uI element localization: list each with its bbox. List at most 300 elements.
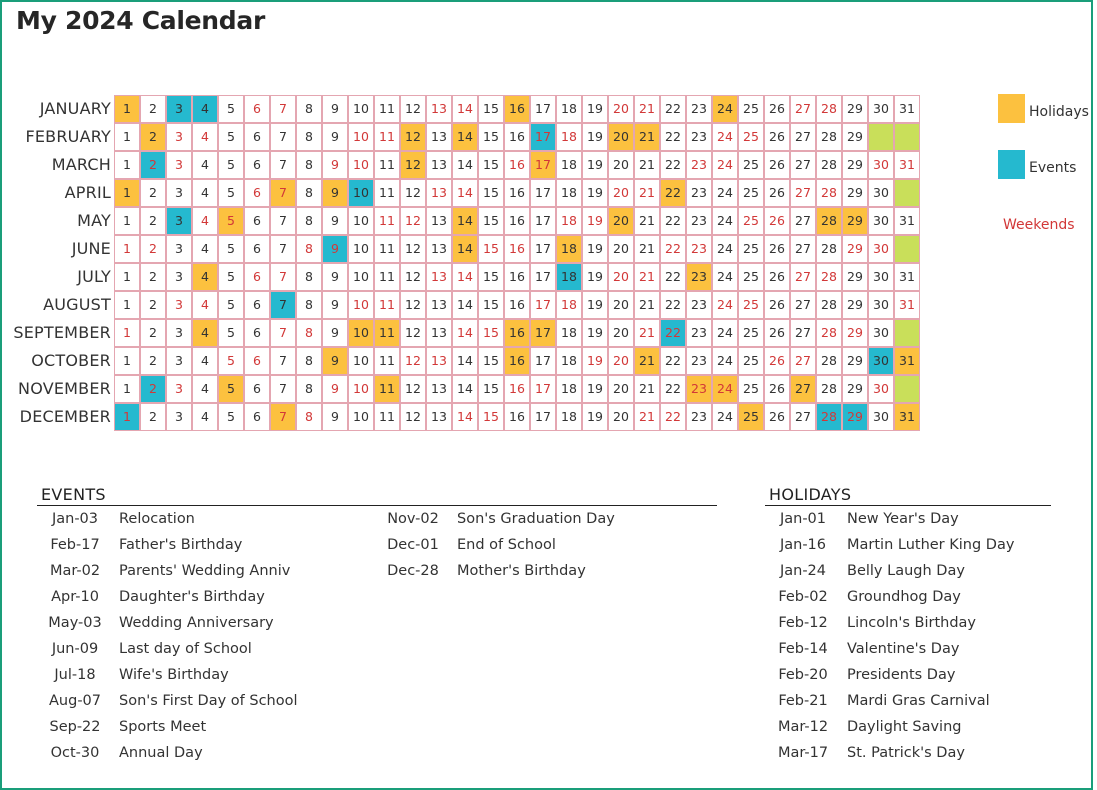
- month-name: DECEMBER: [19, 407, 111, 426]
- day-cell: 15: [478, 151, 504, 179]
- day-cell: 29: [842, 291, 868, 319]
- day-cell: 19: [582, 375, 608, 403]
- day-cell: 3: [166, 207, 192, 235]
- day-cell: 9: [322, 123, 348, 151]
- day-cell: 17: [530, 179, 556, 207]
- day-cell: 1: [114, 151, 140, 179]
- day-cell: 13: [426, 151, 452, 179]
- day-cell: 22: [660, 207, 686, 235]
- month-name: APRIL: [64, 183, 111, 202]
- day-cell: 9: [322, 347, 348, 375]
- day-cell: 2: [140, 179, 166, 207]
- day-cell: 8: [296, 123, 322, 151]
- day-cell: 20: [608, 291, 634, 319]
- day-cell: 4: [192, 179, 218, 207]
- day-cell: 27: [790, 235, 816, 263]
- day-cell: 14: [452, 347, 478, 375]
- day-cell: 17: [530, 291, 556, 319]
- day-cell: 4: [192, 207, 218, 235]
- day-cell: 16: [504, 151, 530, 179]
- day-cell: 30: [868, 151, 894, 179]
- day-cell: 27: [790, 151, 816, 179]
- event-name: Relocation: [119, 511, 195, 527]
- day-cell: 15: [478, 263, 504, 291]
- day-cell: 29: [842, 207, 868, 235]
- day-cell: 3: [166, 123, 192, 151]
- day-cell: 20: [608, 123, 634, 151]
- day-cell: 5: [218, 179, 244, 207]
- day-cell: 28: [816, 95, 842, 123]
- day-cell: 10: [348, 95, 374, 123]
- day-cell: 26: [764, 263, 790, 291]
- day-cell: 16: [504, 123, 530, 151]
- day-cell: 26: [764, 207, 790, 235]
- day-cell: 20: [608, 235, 634, 263]
- month-name: NOVEMBER: [18, 379, 111, 398]
- day-cell: 12: [400, 95, 426, 123]
- day-cell: 29: [842, 403, 868, 431]
- day-cell: 15: [478, 403, 504, 431]
- day-cell: 6: [244, 263, 270, 291]
- day-cell: 21: [634, 375, 660, 403]
- day-cell: 1: [114, 291, 140, 319]
- day-cell: 25: [738, 207, 764, 235]
- event-date: Sep-22: [49, 719, 101, 735]
- day-cell: 21: [634, 319, 660, 347]
- day-cell: 6: [244, 123, 270, 151]
- day-cell: 22: [660, 123, 686, 151]
- day-cell: 30: [868, 291, 894, 319]
- day-cell: 16: [504, 403, 530, 431]
- day-cell: 29: [842, 179, 868, 207]
- day-cell: 29: [842, 347, 868, 375]
- day-cell: 22: [660, 319, 686, 347]
- day-cell: 8: [296, 319, 322, 347]
- day-cell: 8: [296, 207, 322, 235]
- day-cell: 22: [660, 235, 686, 263]
- day-cell: 29: [842, 375, 868, 403]
- day-cell: 7: [270, 95, 296, 123]
- day-cell: 8: [296, 375, 322, 403]
- day-cell: 30: [868, 319, 894, 347]
- event-name: Sports Meet: [119, 719, 207, 735]
- day-cell: 19: [582, 123, 608, 151]
- day-cell: 24: [712, 235, 738, 263]
- day-cell: 20: [608, 263, 634, 291]
- month-row: [4, 207, 924, 235]
- day-cell: 7: [270, 235, 296, 263]
- day-cell: 21: [634, 347, 660, 375]
- events-heading: [37, 483, 717, 506]
- day-cell: 23: [686, 403, 712, 431]
- holiday-date: Jan-24: [779, 563, 827, 579]
- event-date: Dec-01: [387, 537, 439, 553]
- day-cell: 9: [322, 375, 348, 403]
- day-cell: 11: [374, 347, 400, 375]
- day-cell: 18: [556, 263, 582, 291]
- events-heading-text: EVENTS: [41, 485, 106, 504]
- day-cell: 28: [816, 375, 842, 403]
- day-cell: 20: [608, 179, 634, 207]
- unused-day-cell: [894, 375, 920, 403]
- day-cell: 9: [322, 319, 348, 347]
- day-cell: 25: [738, 123, 764, 151]
- day-cell: 14: [452, 319, 478, 347]
- unused-day-cell: [894, 123, 920, 151]
- day-cell: 16: [504, 235, 530, 263]
- day-cell: 30: [868, 403, 894, 431]
- day-cell: 8: [296, 95, 322, 123]
- day-cell: 8: [296, 263, 322, 291]
- day-cell: 31: [894, 263, 920, 291]
- event-name: Daughter's Birthday: [119, 589, 265, 605]
- legend-events-label: Events: [1029, 160, 1077, 176]
- day-cell: 10: [348, 235, 374, 263]
- day-cell: 13: [426, 291, 452, 319]
- day-cell: 13: [426, 179, 452, 207]
- day-cell: 25: [738, 263, 764, 291]
- day-cell: 4: [192, 235, 218, 263]
- month-name: AUGUST: [43, 295, 111, 314]
- day-cell: 18: [556, 375, 582, 403]
- event-date: Mar-02: [49, 563, 101, 579]
- day-cell: 6: [244, 319, 270, 347]
- day-cell: 25: [738, 319, 764, 347]
- day-cell: 29: [842, 235, 868, 263]
- day-cell: 9: [322, 95, 348, 123]
- holiday-date: Jan-01: [779, 511, 827, 527]
- holiday-name: Lincoln's Birthday: [847, 615, 976, 631]
- event-name: Parents' Wedding Anniv: [119, 563, 291, 579]
- day-cell: 20: [608, 347, 634, 375]
- day-cell: 6: [244, 347, 270, 375]
- event-date: Dec-28: [387, 563, 439, 579]
- day-cell: 23: [686, 95, 712, 123]
- holidays-heading: [765, 483, 1051, 506]
- day-cell: 30: [868, 95, 894, 123]
- day-cell: 10: [348, 291, 374, 319]
- day-cell: 6: [244, 207, 270, 235]
- day-cell: 14: [452, 123, 478, 151]
- event-date: Apr-10: [51, 589, 99, 605]
- day-cell: 5: [218, 347, 244, 375]
- day-cell: 9: [322, 291, 348, 319]
- day-cell: 29: [842, 123, 868, 151]
- day-cell: 25: [738, 95, 764, 123]
- day-cell: 10: [348, 179, 374, 207]
- day-cell: 16: [504, 347, 530, 375]
- day-cell: 3: [166, 263, 192, 291]
- event-name: Wedding Anniversary: [119, 615, 274, 631]
- day-cell: 18: [556, 95, 582, 123]
- day-cell: 31: [894, 95, 920, 123]
- day-cell: 27: [790, 123, 816, 151]
- day-cell: 14: [452, 403, 478, 431]
- day-cell: 28: [816, 207, 842, 235]
- event-name: End of School: [457, 537, 556, 553]
- day-cell: 31: [894, 207, 920, 235]
- day-cell: 31: [894, 151, 920, 179]
- holiday-date: Feb-14: [778, 641, 828, 657]
- day-cell: 4: [192, 375, 218, 403]
- day-cell: 28: [816, 263, 842, 291]
- day-cell: 22: [660, 375, 686, 403]
- day-cell: 12: [400, 403, 426, 431]
- day-cell: 24: [712, 123, 738, 151]
- day-cell: 18: [556, 291, 582, 319]
- day-cell: 6: [244, 403, 270, 431]
- day-cell: 5: [218, 207, 244, 235]
- day-cell: 16: [504, 179, 530, 207]
- day-cell: 27: [790, 95, 816, 123]
- day-cell: 6: [244, 151, 270, 179]
- day-cell: 30: [868, 347, 894, 375]
- holiday-date: Feb-12: [778, 615, 828, 631]
- day-cell: 2: [140, 235, 166, 263]
- day-cell: 28: [816, 319, 842, 347]
- day-cell: 17: [530, 319, 556, 347]
- month-name: JULY: [77, 267, 111, 286]
- day-cell: 30: [868, 179, 894, 207]
- day-cell: 3: [166, 179, 192, 207]
- holiday-name: Daylight Saving: [847, 719, 962, 735]
- day-cell: 12: [400, 151, 426, 179]
- day-cell: 3: [166, 319, 192, 347]
- day-cell: 7: [270, 263, 296, 291]
- month-row: [4, 123, 924, 151]
- day-cell: 16: [504, 207, 530, 235]
- day-cell: 1: [114, 235, 140, 263]
- day-cell: 4: [192, 123, 218, 151]
- day-cell: 31: [894, 291, 920, 319]
- day-cell: 22: [660, 151, 686, 179]
- day-cell: 19: [582, 95, 608, 123]
- day-cell: 10: [348, 123, 374, 151]
- day-cell: 9: [322, 151, 348, 179]
- day-cell: 17: [530, 235, 556, 263]
- day-cell: 14: [452, 375, 478, 403]
- day-cell: 5: [218, 123, 244, 151]
- day-cell: 23: [686, 291, 712, 319]
- day-cell: 6: [244, 179, 270, 207]
- day-cell: 6: [244, 375, 270, 403]
- day-cell: 6: [244, 95, 270, 123]
- day-cell: 4: [192, 403, 218, 431]
- day-cell: 27: [790, 347, 816, 375]
- day-cell: 20: [608, 319, 634, 347]
- day-cell: 17: [530, 375, 556, 403]
- event-date: Jan-03: [51, 511, 99, 527]
- day-cell: 13: [426, 95, 452, 123]
- day-cell: 13: [426, 347, 452, 375]
- event-date: Jul-18: [54, 667, 96, 683]
- month-row: [4, 95, 924, 123]
- day-cell: 21: [634, 95, 660, 123]
- day-cell: 2: [140, 123, 166, 151]
- day-cell: 27: [790, 319, 816, 347]
- day-cell: 24: [712, 95, 738, 123]
- day-cell: 11: [374, 207, 400, 235]
- day-cell: 10: [348, 151, 374, 179]
- day-cell: 22: [660, 403, 686, 431]
- day-cell: 2: [140, 291, 166, 319]
- day-cell: 27: [790, 291, 816, 319]
- day-cell: 8: [296, 347, 322, 375]
- event-date: Nov-02: [387, 511, 439, 527]
- day-cell: 29: [842, 95, 868, 123]
- day-cell: 24: [712, 347, 738, 375]
- day-cell: 1: [114, 347, 140, 375]
- event-date: May-03: [48, 615, 102, 631]
- day-cell: 7: [270, 179, 296, 207]
- day-cell: 16: [504, 95, 530, 123]
- day-cell: 13: [426, 263, 452, 291]
- event-date: Oct-30: [50, 745, 100, 761]
- unused-day-cell: [894, 319, 920, 347]
- legend-holidays-label: Holidays: [1029, 104, 1089, 120]
- day-cell: 16: [504, 375, 530, 403]
- event-name: Son's Graduation Day: [457, 511, 615, 527]
- day-cell: 21: [634, 403, 660, 431]
- day-cell: 17: [530, 207, 556, 235]
- day-cell: 12: [400, 263, 426, 291]
- day-cell: 10: [348, 319, 374, 347]
- day-cell: 21: [634, 263, 660, 291]
- day-cell: 29: [842, 151, 868, 179]
- day-cell: 8: [296, 151, 322, 179]
- day-cell: 31: [894, 403, 920, 431]
- day-cell: 2: [140, 207, 166, 235]
- day-cell: 6: [244, 235, 270, 263]
- day-cell: 27: [790, 403, 816, 431]
- page-title: My 2024 Calendar: [16, 6, 265, 35]
- day-cell: 10: [348, 207, 374, 235]
- day-cell: 13: [426, 319, 452, 347]
- day-cell: 25: [738, 291, 764, 319]
- day-cell: 15: [478, 319, 504, 347]
- day-cell: 1: [114, 95, 140, 123]
- day-cell: 19: [582, 403, 608, 431]
- day-cell: 19: [582, 179, 608, 207]
- day-cell: 12: [400, 235, 426, 263]
- event-swatch: [998, 150, 1025, 179]
- day-cell: 1: [114, 207, 140, 235]
- holiday-date: Jan-16: [779, 537, 827, 553]
- event-name: Father's Birthday: [119, 537, 243, 553]
- day-cell: 24: [712, 207, 738, 235]
- day-cell: 7: [270, 291, 296, 319]
- month-row: [4, 179, 924, 207]
- month-row: [4, 263, 924, 291]
- day-cell: 30: [868, 375, 894, 403]
- day-cell: 5: [218, 151, 244, 179]
- day-cell: 1: [114, 179, 140, 207]
- day-cell: 21: [634, 207, 660, 235]
- day-cell: 17: [530, 403, 556, 431]
- day-cell: 26: [764, 375, 790, 403]
- day-cell: 9: [322, 263, 348, 291]
- day-cell: 15: [478, 179, 504, 207]
- day-cell: 25: [738, 235, 764, 263]
- day-cell: 24: [712, 263, 738, 291]
- day-cell: 16: [504, 291, 530, 319]
- day-cell: 7: [270, 403, 296, 431]
- day-cell: 18: [556, 207, 582, 235]
- holiday-date: Feb-02: [778, 589, 828, 605]
- day-cell: 20: [608, 375, 634, 403]
- day-cell: 28: [816, 291, 842, 319]
- day-cell: 2: [140, 263, 166, 291]
- day-cell: 5: [218, 95, 244, 123]
- day-cell: 25: [738, 151, 764, 179]
- month-name: OCTOBER: [31, 351, 111, 370]
- day-cell: 12: [400, 179, 426, 207]
- day-cell: 4: [192, 151, 218, 179]
- day-cell: 16: [504, 263, 530, 291]
- day-cell: 8: [296, 235, 322, 263]
- day-cell: 11: [374, 319, 400, 347]
- day-cell: 12: [400, 319, 426, 347]
- day-cell: 21: [634, 123, 660, 151]
- day-cell: 17: [530, 123, 556, 151]
- day-cell: 5: [218, 319, 244, 347]
- day-cell: 1: [114, 123, 140, 151]
- day-cell: 19: [582, 347, 608, 375]
- month-row: [4, 151, 924, 179]
- event-date: Feb-17: [50, 537, 100, 553]
- day-cell: 12: [400, 207, 426, 235]
- day-cell: 2: [140, 95, 166, 123]
- day-cell: 28: [816, 403, 842, 431]
- day-cell: 1: [114, 319, 140, 347]
- holidays-heading-text: HOLIDAYS: [769, 485, 852, 504]
- holiday-name: Martin Luther King Day: [847, 537, 1015, 553]
- day-cell: 19: [582, 151, 608, 179]
- day-cell: 11: [374, 403, 400, 431]
- day-cell: 17: [530, 263, 556, 291]
- day-cell: 28: [816, 151, 842, 179]
- holiday-name: Belly Laugh Day: [847, 563, 965, 579]
- day-cell: 23: [686, 263, 712, 291]
- day-cell: 19: [582, 235, 608, 263]
- day-cell: 19: [582, 263, 608, 291]
- day-cell: 23: [686, 123, 712, 151]
- month-row: [4, 235, 924, 263]
- day-cell: 3: [166, 151, 192, 179]
- day-cell: 5: [218, 263, 244, 291]
- day-cell: 5: [218, 403, 244, 431]
- day-cell: 29: [842, 263, 868, 291]
- day-cell: 15: [478, 347, 504, 375]
- day-cell: 12: [400, 375, 426, 403]
- day-cell: 18: [556, 347, 582, 375]
- day-cell: 2: [140, 151, 166, 179]
- day-cell: 19: [582, 319, 608, 347]
- holiday-date: Mar-17: [777, 745, 829, 761]
- day-cell: 6: [244, 291, 270, 319]
- month-row: [4, 375, 924, 403]
- holiday-date: Feb-21: [778, 693, 828, 709]
- day-cell: 23: [686, 375, 712, 403]
- day-cell: 26: [764, 179, 790, 207]
- day-cell: 13: [426, 123, 452, 151]
- day-cell: 16: [504, 319, 530, 347]
- day-cell: 10: [348, 263, 374, 291]
- day-cell: 7: [270, 123, 296, 151]
- day-cell: 10: [348, 347, 374, 375]
- day-cell: 20: [608, 403, 634, 431]
- day-cell: 17: [530, 95, 556, 123]
